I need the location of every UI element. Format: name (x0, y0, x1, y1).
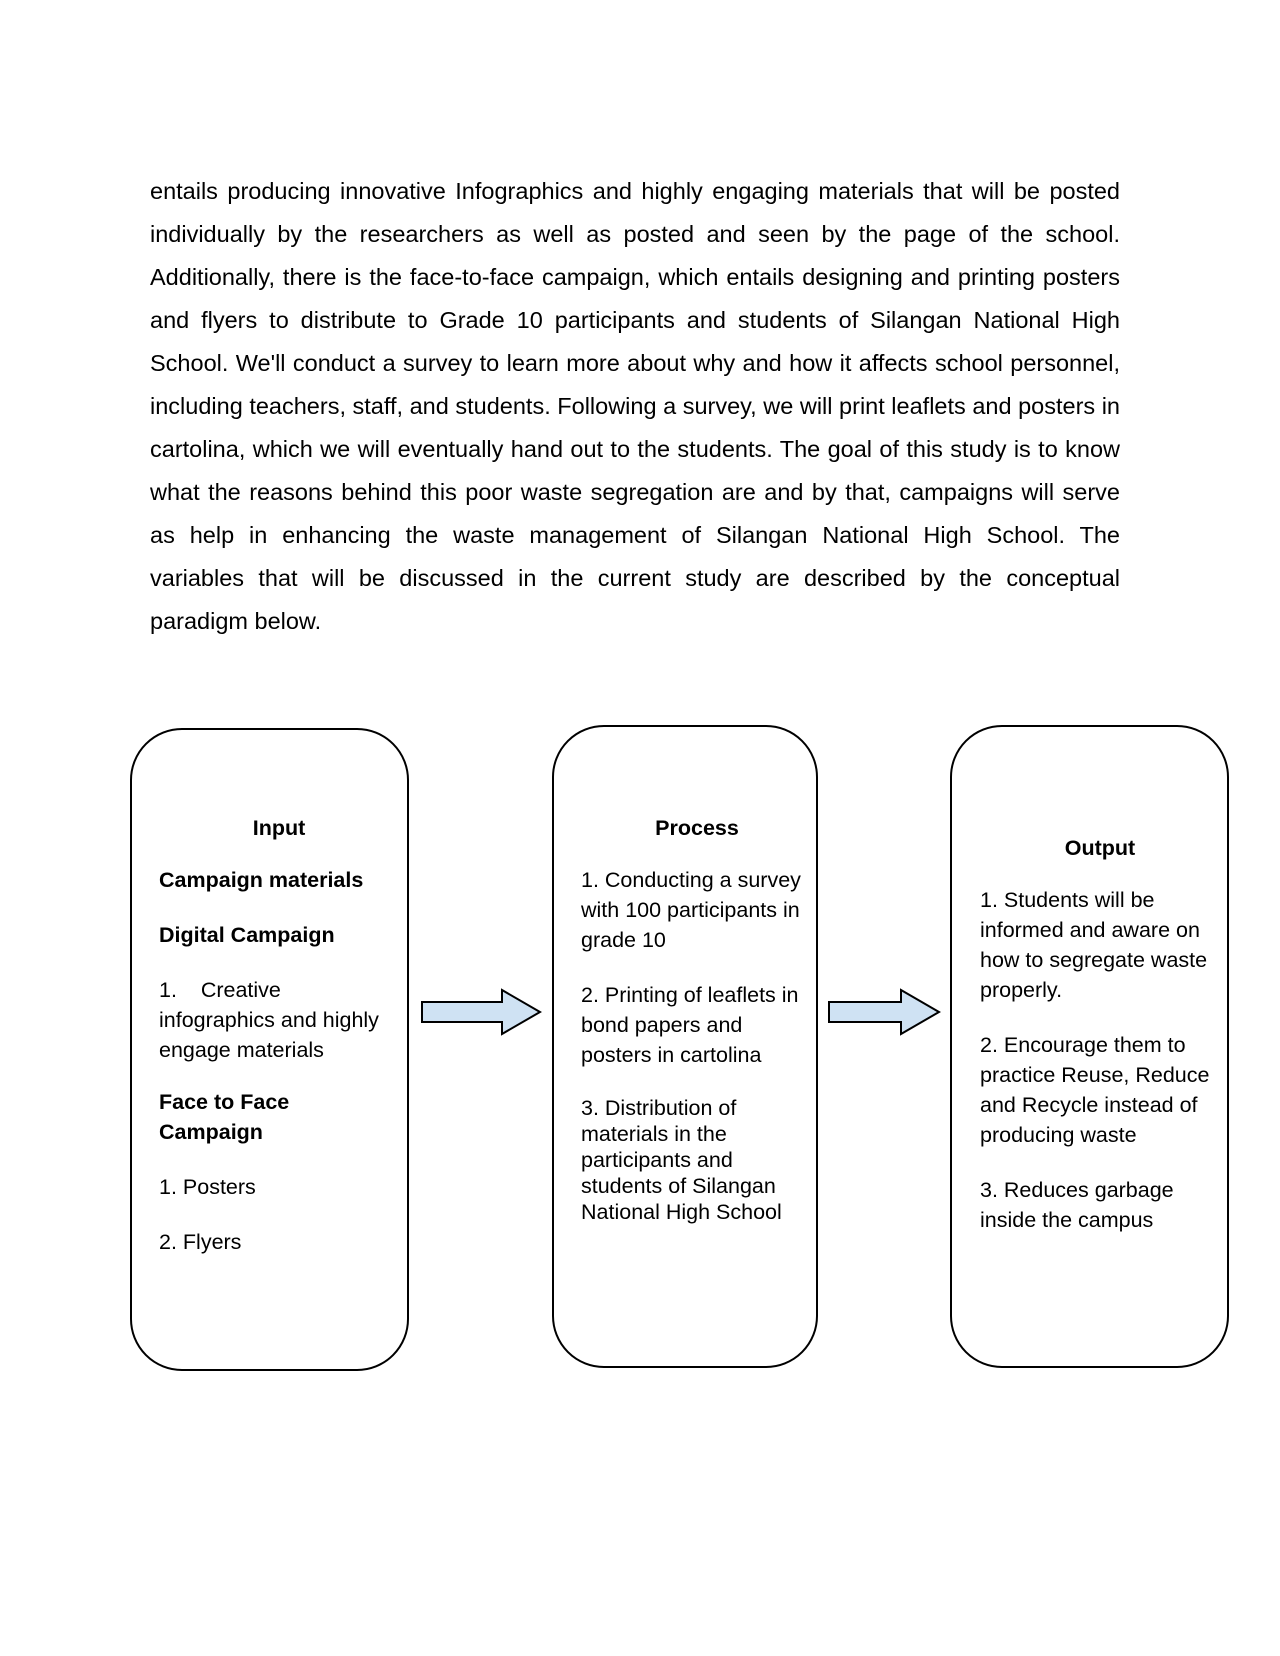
process-title: Process (655, 816, 739, 840)
process-item-distribution: 3. Distribution of materials in the participants and students of Silangan National High School (581, 1096, 782, 1224)
input-item-posters: 1. Posters (159, 1175, 256, 1199)
right-arrow-icon (827, 988, 943, 1036)
output-item-reduces-garbage: 3. Reduces garbage inside the campus (980, 1178, 1174, 1232)
input-heading-digital-campaign: Digital Campaign (159, 923, 335, 947)
input-box (130, 728, 409, 1371)
input-item-flyers: 2. Flyers (159, 1230, 242, 1254)
output-item-encourage: 2. Encourage them to practice Reuse, Reduce and Recycle instead of producing waste (980, 1033, 1210, 1147)
input-item-creative-infographics: 1. Creative infographics and highly engage materials (159, 978, 385, 1062)
process-item-survey: 1. Conducting a survey with 100 participants in grade 10 (581, 868, 801, 952)
input-heading-face-to-face: Face to Face Campaign (159, 1090, 290, 1144)
process-box (552, 725, 818, 1368)
output-title: Output (1064, 836, 1136, 860)
arrow-shape (422, 990, 540, 1034)
output-box (950, 725, 1229, 1368)
input-heading-campaign-materials: Campaign materials (159, 868, 364, 892)
arrow-shape (829, 990, 939, 1034)
output-item-informed: 1. Students will be informed and aware on how to segregate waste properly. (980, 888, 1208, 1002)
process-item-printing: 2. Printing of leaflets in bond papers and posters in cartolina (581, 983, 799, 1067)
input-title: Input (252, 816, 306, 840)
body-paragraph: entails producing innovative Infographics and highly engaging materials that will be posted individually by the researchers as well as posted and seen by the page of the school. Additionally, there is the face-to-face campaign, which entails designing and printing posters and flyers to distribute to Grade 10 participants and students of Silangan National High School. We'll conduct a survey to learn more about why and how it affects school personnel, including teachers, staff, and students. Following a survey, we will print leaflets and posters in cartolina, which we will eventually hand out to the students. The goal of this study is to know what the reasons behind this poor waste segregation are and by that, campaigns will serve as help in enhancing the waste management of Silangan National High School. The variables that will be discussed in the current study are described by the conceptual paradigm below. (150, 178, 1120, 634)
right-arrow-icon (420, 988, 544, 1036)
